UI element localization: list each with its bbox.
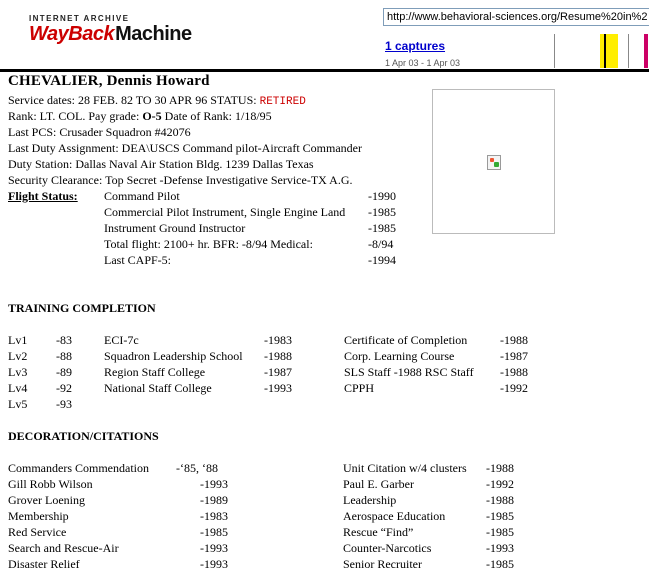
level-label: Lv1 bbox=[8, 333, 28, 347]
timeline-capture-mark bbox=[604, 34, 606, 68]
cert-name: Certificate of Completion bbox=[344, 333, 468, 347]
timeline-tick bbox=[628, 34, 629, 68]
decoration-year: -1993 bbox=[200, 541, 228, 555]
course-year: -1993 bbox=[264, 381, 292, 395]
decoration-year: -1989 bbox=[200, 493, 228, 507]
level-year: -93 bbox=[56, 397, 72, 411]
security-clearance: Security Clearance: Top Secret -Defense Investigative Service-TX A.G. bbox=[8, 173, 353, 187]
decoration-name: Gill Robb Wilson bbox=[8, 477, 93, 491]
decoration-year: -1993 bbox=[200, 477, 228, 491]
training-heading: TRAINING COMPLETION bbox=[8, 301, 156, 315]
url-input[interactable]: http://www.behavioral-sciences.org/Resume%20in%2 bbox=[383, 8, 649, 26]
resume-name: CHEVALIER, Dennis Howard bbox=[8, 73, 210, 89]
decoration-name: Disaster Relief bbox=[8, 557, 80, 571]
rank-label: Rank: LT. COL. Pay grade: bbox=[8, 109, 140, 123]
decoration-name: Senior Recruiter bbox=[343, 557, 422, 571]
flight-row-value: -8/94 bbox=[368, 237, 394, 251]
decoration-name: Unit Citation w/4 clusters bbox=[343, 461, 467, 475]
broken-image-icon bbox=[487, 155, 501, 170]
captures-link[interactable]: 1 captures bbox=[385, 39, 446, 53]
decoration-year: -1985 bbox=[486, 557, 514, 571]
flight-row-value: -1985 bbox=[368, 205, 396, 219]
decoration-year: -1985 bbox=[200, 525, 228, 539]
timeline-year-highlight bbox=[600, 34, 618, 68]
capture-date-range: 1 Apr 03 - 1 Apr 03 bbox=[385, 58, 461, 68]
wayback-logo-caption: INTERNET ARCHIVE bbox=[29, 14, 130, 23]
level-label: Lv5 bbox=[8, 397, 28, 411]
status-value: RETIRED bbox=[259, 96, 306, 108]
course-name: Squadron Leadership School bbox=[104, 349, 243, 363]
timeline-tick bbox=[554, 34, 555, 68]
decoration-year: -1988 bbox=[486, 461, 514, 475]
decoration-name: Red Service bbox=[8, 525, 67, 539]
decoration-name: Commanders Commendation bbox=[8, 461, 149, 475]
decoration-name: Aerospace Education bbox=[343, 509, 446, 523]
decoration-name: Grover Loening bbox=[8, 493, 85, 507]
wayback-logo-way: WayBack bbox=[29, 23, 115, 45]
flight-row-value: -1990 bbox=[368, 189, 396, 203]
decoration-year: -1993 bbox=[486, 541, 514, 555]
level-year: -89 bbox=[56, 365, 72, 379]
pay-grade-value: O-5 bbox=[142, 109, 162, 123]
flight-row-value: -1985 bbox=[368, 221, 396, 235]
decoration-name: Rescue “Find” bbox=[343, 525, 414, 539]
wayback-logo-machine: Machine bbox=[115, 23, 192, 45]
level-year: -92 bbox=[56, 381, 72, 395]
cert-year: -1988 bbox=[500, 333, 528, 347]
decoration-year: -1993 bbox=[200, 557, 228, 571]
level-label: Lv4 bbox=[8, 381, 28, 395]
service-dates: Service dates: 28 FEB. 82 TO 30 APR 96 STATUS: bbox=[8, 93, 257, 107]
flight-row-label: Total flight: 2100+ hr. BFR: -8/94 Medical: bbox=[104, 237, 313, 251]
level-year: -83 bbox=[56, 333, 72, 347]
decoration-year: -‘85, ‘88 bbox=[176, 461, 218, 475]
course-year: -1983 bbox=[264, 333, 292, 347]
decoration-name: Paul E. Garber bbox=[343, 477, 414, 491]
wayback-toolbar bbox=[0, 0, 649, 72]
cert-year: -1988 bbox=[500, 365, 528, 379]
date-of-rank: Date of Rank: 1/18/95 bbox=[164, 109, 272, 123]
cert-name: Corp. Learning Course bbox=[344, 349, 455, 363]
course-year: -1988 bbox=[264, 349, 292, 363]
last-pcs: Last PCS: Crusader Squadron #42076 bbox=[8, 125, 191, 139]
decoration-year: -1985 bbox=[486, 525, 514, 539]
flight-row-value: -1994 bbox=[368, 253, 396, 267]
flight-row-label: Instrument Ground Instructor bbox=[104, 221, 246, 235]
decoration-year: -1992 bbox=[486, 477, 514, 491]
rank-line bbox=[8, 108, 272, 124]
level-year: -88 bbox=[56, 349, 72, 363]
decorations-heading: DECORATION/CITATIONS bbox=[8, 429, 159, 443]
decoration-year: -1985 bbox=[486, 509, 514, 523]
wayback-logo[interactable] bbox=[29, 22, 192, 46]
flight-row-label: Last CAPF-5: bbox=[104, 253, 172, 267]
decoration-name: Counter-Narcotics bbox=[343, 541, 432, 555]
decoration-year: -1983 bbox=[200, 509, 228, 523]
course-name: Region Staff College bbox=[104, 365, 206, 379]
flight-row-label: Commercial Pilot Instrument, Single Engine Land bbox=[104, 205, 346, 219]
decoration-name: Leadership bbox=[343, 493, 397, 507]
level-label: Lv3 bbox=[8, 365, 28, 379]
course-year: -1987 bbox=[264, 365, 292, 379]
cert-year: -1992 bbox=[500, 381, 528, 395]
capture-timeline[interactable] bbox=[470, 34, 649, 68]
level-label: Lv2 bbox=[8, 349, 28, 363]
cert-year: -1987 bbox=[500, 349, 528, 363]
flight-row-label: Command Pilot bbox=[104, 189, 180, 203]
course-name: ECI-7c bbox=[104, 333, 139, 347]
cert-name: CPPH bbox=[344, 381, 375, 395]
course-name: National Staff College bbox=[104, 381, 212, 395]
cert-name: SLS Staff -1988 RSC Staff bbox=[344, 365, 474, 379]
timeline-marker bbox=[644, 34, 648, 68]
photo-frame bbox=[432, 89, 555, 234]
duty-station: Duty Station: Dallas Naval Air Station Bldg. 1239 Dallas Texas bbox=[8, 157, 314, 171]
last-duty: Last Duty Assignment: DEA\USCS Command pilot-Aircraft Commander bbox=[8, 141, 362, 155]
decoration-name: Membership bbox=[8, 509, 69, 523]
decoration-name: Search and Rescue-Air bbox=[8, 541, 119, 555]
decoration-year: -1988 bbox=[486, 493, 514, 507]
flight-status-label: Flight Status: bbox=[8, 189, 78, 203]
